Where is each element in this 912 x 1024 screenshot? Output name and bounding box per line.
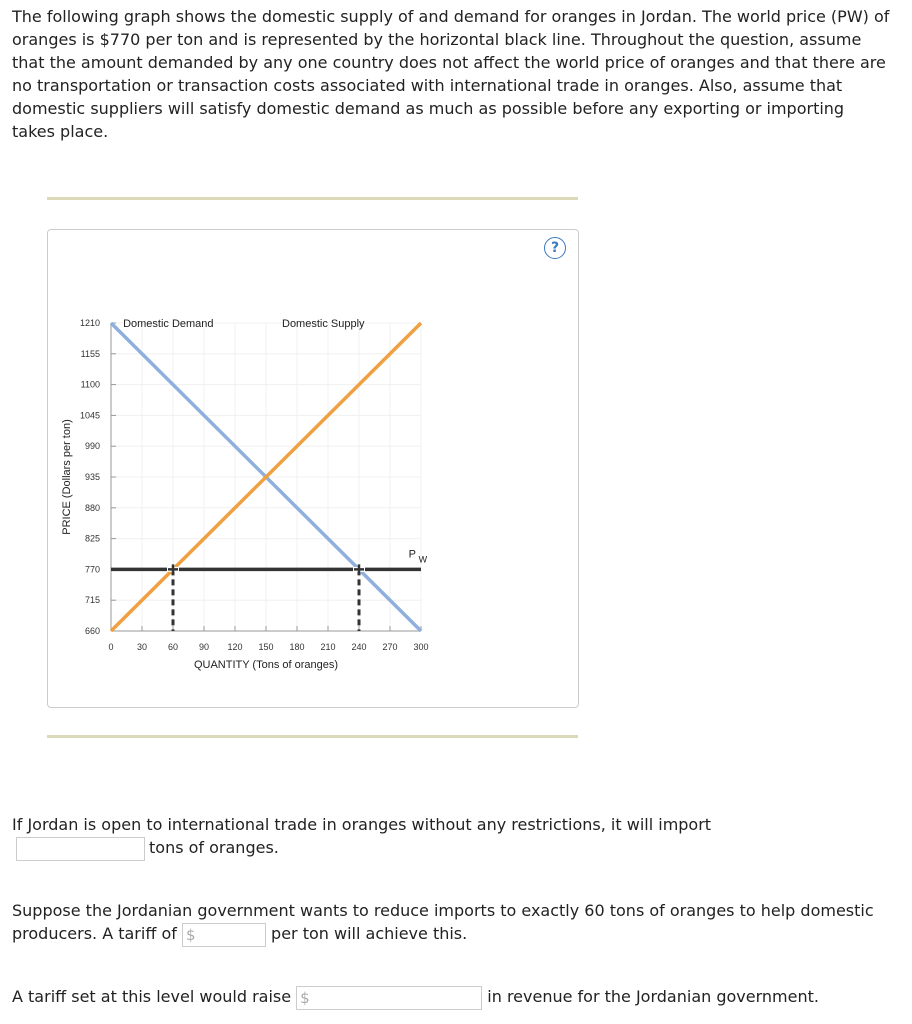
y-tick-label: 990 [84,441,100,452]
y-tick-label: 1045 [79,410,100,421]
x-tick-label: 0 [108,642,114,652]
intro-text: The following graph shows the domestic supply of and demand for oranges in Jordan. The world price (PW) of oranges is $770 per ton and is represented by the horizontal black line. Throughout the question, assume that the amount demanded by any one country does not affect the world price of oranges and that there are no transportation or transaction costs associated with international trade in oranges. Also, assume that domestic suppliers will satisfy domestic demand as much as possible before any exporting or importing takes place. [12,7,890,141]
x-tick-label: 180 [289,642,305,652]
question-2-suffix: per ton will achieve this. [271,924,468,943]
y-tick-label: 1210 [79,318,100,328]
y-tick-label: 825 [84,533,100,544]
x-tick-label: 240 [351,642,367,652]
question-3-text: A tariff set at this level would raise [12,987,292,1006]
question-2 [12,899,902,947]
question-1-text: If Jordan is open to international trade in oranges without any restrictions, it will import [12,815,712,834]
y-tick-label: 880 [84,502,100,513]
question-2-text: Suppose the Jordanian government wants to reduce imports to exactly 60 tons of oranges to help domestic producers. A tariff of [12,901,874,943]
x-tick-label: 120 [227,642,243,652]
x-axis-label: QUANTITY (Tons of oranges) [193,659,339,671]
question-3 [12,985,907,1010]
divider-top [47,197,578,200]
x-tick-label: 210 [320,642,336,652]
supply-label: Domestic Supply [282,318,365,330]
world-price-label: P [408,548,417,561]
y-tick-label: 1100 [80,379,100,390]
question-1-suffix: tons of oranges. [149,838,279,857]
world-price-label-sub: W [418,554,428,565]
y-tick-label: 935 [84,472,100,482]
imports-input[interactable] [16,837,145,861]
x-tick-label: 90 [198,642,210,652]
x-tick-label: 60 [167,642,179,652]
x-tick-label: 150 [258,642,274,652]
x-tick-label: 30 [136,642,148,652]
y-tick-label: 660 [84,626,100,636]
y-tick-label: 770 [84,564,100,575]
question-3-suffix: in revenue for the Jordanian government. [487,987,819,1006]
x-tick-label: 270 [382,642,398,652]
question-1 [12,813,892,861]
help-icon[interactable]: ? [544,237,566,259]
divider-bottom [47,735,578,738]
x-tick-label: 300 [413,642,429,652]
y-axis-label: PRICE (Dollars per ton) [61,419,73,535]
y-tick-label: 1155 [80,348,100,359]
demand-label: Domestic Demand [123,318,214,330]
graph-card [47,229,579,708]
supply-demand-chart [48,230,578,707]
revenue-input[interactable]: $ [296,986,482,1010]
y-tick-label: 715 [84,595,100,606]
tariff-input[interactable]: $ [182,923,266,947]
